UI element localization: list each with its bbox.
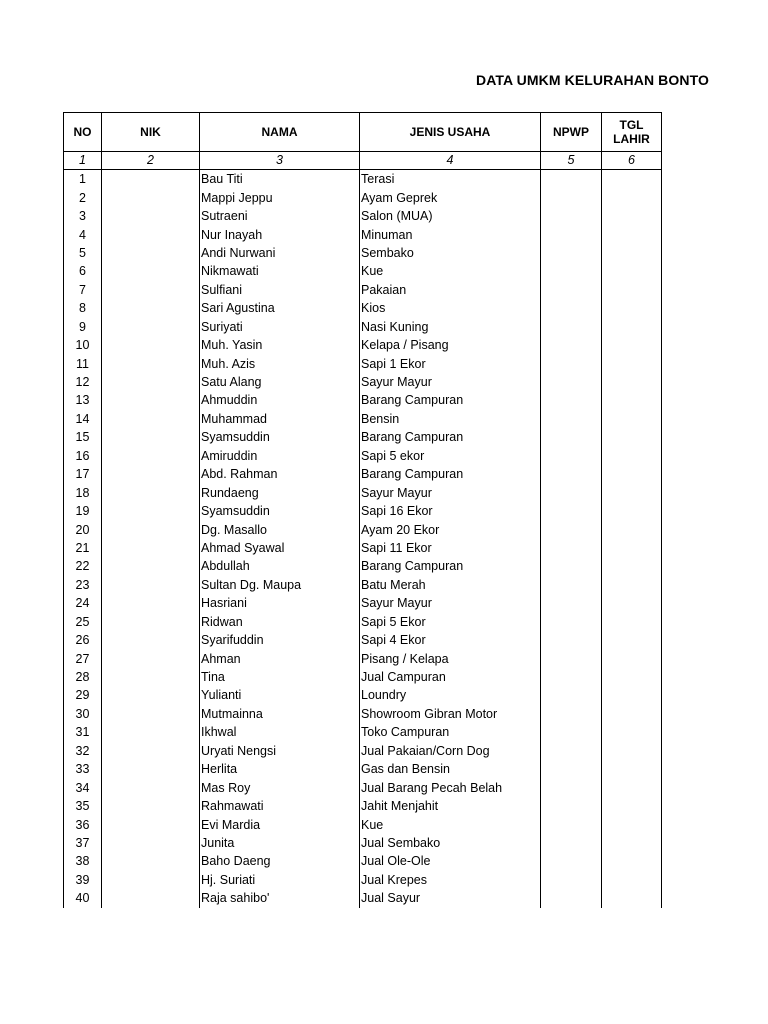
cell-no: 37 bbox=[64, 834, 102, 852]
cell-nik bbox=[102, 207, 200, 225]
cell-nama: Tina bbox=[200, 668, 360, 686]
cell-nama: Junita bbox=[200, 834, 360, 852]
table-row bbox=[64, 244, 662, 262]
cell-tgl-lahir bbox=[602, 594, 662, 612]
cell-nama: Sulfiani bbox=[200, 281, 360, 299]
cell-tgl-lahir bbox=[602, 373, 662, 391]
cell-jenis-usaha: Sayur Mayur bbox=[360, 373, 541, 391]
cell-npwp bbox=[541, 834, 602, 852]
cell-jenis-usaha: Toko Campuran bbox=[360, 723, 541, 741]
cell-nik bbox=[102, 447, 200, 465]
cell-nama: Baho Daeng bbox=[200, 852, 360, 870]
table-row bbox=[64, 834, 662, 852]
cell-npwp bbox=[541, 520, 602, 538]
cell-no: 30 bbox=[64, 705, 102, 723]
cell-jenis-usaha: Pakaian bbox=[360, 281, 541, 299]
cell-nama: Muh. Yasin bbox=[200, 336, 360, 354]
cell-tgl-lahir bbox=[602, 170, 662, 189]
cell-nik bbox=[102, 520, 200, 538]
cell-nik bbox=[102, 631, 200, 649]
cell-no: 11 bbox=[64, 354, 102, 372]
cell-jenis-usaha: Jual Sembako bbox=[360, 834, 541, 852]
cell-tgl-lahir bbox=[602, 262, 662, 280]
cell-no: 21 bbox=[64, 539, 102, 557]
column-number: 6 bbox=[602, 152, 662, 170]
cell-nama: Suriyati bbox=[200, 318, 360, 336]
table-row bbox=[64, 539, 662, 557]
cell-nik bbox=[102, 373, 200, 391]
table-row bbox=[64, 465, 662, 483]
cell-tgl-lahir bbox=[602, 225, 662, 243]
cell-nik bbox=[102, 889, 200, 907]
table-row bbox=[64, 447, 662, 465]
cell-nik bbox=[102, 815, 200, 833]
cell-jenis-usaha: Sembako bbox=[360, 244, 541, 262]
table-row bbox=[64, 281, 662, 299]
cell-npwp bbox=[541, 281, 602, 299]
cell-npwp bbox=[541, 852, 602, 870]
table-row bbox=[64, 631, 662, 649]
cell-nama: Hasriani bbox=[200, 594, 360, 612]
table-row bbox=[64, 483, 662, 501]
cell-jenis-usaha: Kios bbox=[360, 299, 541, 317]
header-tgl-lahir-label: TGL LAHIR bbox=[613, 118, 650, 146]
cell-nama: Abdullah bbox=[200, 557, 360, 575]
cell-tgl-lahir bbox=[602, 336, 662, 354]
cell-no: 36 bbox=[64, 815, 102, 833]
cell-no: 1 bbox=[64, 170, 102, 189]
cell-nik bbox=[102, 299, 200, 317]
cell-jenis-usaha: Kue bbox=[360, 815, 541, 833]
cell-no: 16 bbox=[64, 447, 102, 465]
cell-jenis-usaha: Barang Campuran bbox=[360, 391, 541, 409]
table-row bbox=[64, 576, 662, 594]
table-row bbox=[64, 557, 662, 575]
cell-no: 34 bbox=[64, 778, 102, 796]
cell-jenis-usaha: Jual Sayur bbox=[360, 889, 541, 907]
cell-jenis-usaha: Jual Krepes bbox=[360, 871, 541, 889]
cell-nama: Sutraeni bbox=[200, 207, 360, 225]
cell-npwp bbox=[541, 502, 602, 520]
table-row bbox=[64, 742, 662, 760]
cell-tgl-lahir bbox=[602, 520, 662, 538]
cell-nama: Mappi Jeppu bbox=[200, 188, 360, 206]
cell-tgl-lahir bbox=[602, 723, 662, 741]
cell-nik bbox=[102, 557, 200, 575]
cell-jenis-usaha: Kue bbox=[360, 262, 541, 280]
cell-nama: Amiruddin bbox=[200, 447, 360, 465]
cell-tgl-lahir bbox=[602, 613, 662, 631]
cell-no: 5 bbox=[64, 244, 102, 262]
cell-tgl-lahir bbox=[602, 539, 662, 557]
table-row bbox=[64, 188, 662, 206]
table-row bbox=[64, 649, 662, 667]
cell-jenis-usaha: Terasi bbox=[360, 170, 541, 189]
table-row bbox=[64, 613, 662, 631]
table-row bbox=[64, 760, 662, 778]
cell-nama: Andi Nurwani bbox=[200, 244, 360, 262]
cell-npwp bbox=[541, 262, 602, 280]
table-row bbox=[64, 318, 662, 336]
cell-nik bbox=[102, 723, 200, 741]
table-row bbox=[64, 207, 662, 225]
cell-tgl-lahir bbox=[602, 299, 662, 317]
table-row bbox=[64, 705, 662, 723]
cell-nama: Ridwan bbox=[200, 613, 360, 631]
cell-npwp bbox=[541, 871, 602, 889]
cell-jenis-usaha: Sapi 11 Ekor bbox=[360, 539, 541, 557]
cell-nik bbox=[102, 742, 200, 760]
cell-npwp bbox=[541, 299, 602, 317]
cell-nama: Abd. Rahman bbox=[200, 465, 360, 483]
cell-npwp bbox=[541, 557, 602, 575]
cell-tgl-lahir bbox=[602, 631, 662, 649]
table-row bbox=[64, 852, 662, 870]
cell-nik bbox=[102, 262, 200, 280]
cell-no: 25 bbox=[64, 613, 102, 631]
cell-nik bbox=[102, 613, 200, 631]
cell-tgl-lahir bbox=[602, 428, 662, 446]
cell-no: 29 bbox=[64, 686, 102, 704]
cell-nik bbox=[102, 705, 200, 723]
header-no: NO bbox=[64, 113, 102, 152]
table-row bbox=[64, 723, 662, 741]
cell-tgl-lahir bbox=[602, 852, 662, 870]
cell-no: 28 bbox=[64, 668, 102, 686]
cell-no: 40 bbox=[64, 889, 102, 907]
cell-nik bbox=[102, 686, 200, 704]
table-row bbox=[64, 778, 662, 796]
cell-no: 35 bbox=[64, 797, 102, 815]
cell-npwp bbox=[541, 410, 602, 428]
cell-nik bbox=[102, 576, 200, 594]
cell-npwp bbox=[541, 576, 602, 594]
cell-npwp bbox=[541, 354, 602, 372]
cell-no: 23 bbox=[64, 576, 102, 594]
cell-jenis-usaha: Barang Campuran bbox=[360, 428, 541, 446]
cell-npwp bbox=[541, 760, 602, 778]
cell-tgl-lahir bbox=[602, 668, 662, 686]
cell-no: 18 bbox=[64, 483, 102, 501]
cell-no: 27 bbox=[64, 649, 102, 667]
table-row bbox=[64, 889, 662, 907]
cell-jenis-usaha: Barang Campuran bbox=[360, 557, 541, 575]
cell-jenis-usaha: Jual Pakaian/Corn Dog bbox=[360, 742, 541, 760]
cell-jenis-usaha: Ayam Geprek bbox=[360, 188, 541, 206]
cell-nik bbox=[102, 594, 200, 612]
cell-nama: Nikmawati bbox=[200, 262, 360, 280]
cell-nama: Satu Alang bbox=[200, 373, 360, 391]
cell-tgl-lahir bbox=[602, 188, 662, 206]
cell-npwp bbox=[541, 613, 602, 631]
cell-nik bbox=[102, 170, 200, 189]
table-row bbox=[64, 299, 662, 317]
cell-npwp bbox=[541, 686, 602, 704]
cell-no: 12 bbox=[64, 373, 102, 391]
cell-jenis-usaha: Jual Barang Pecah Belah bbox=[360, 778, 541, 796]
cell-tgl-lahir bbox=[602, 502, 662, 520]
cell-nama: Hj. Suriati bbox=[200, 871, 360, 889]
cell-nama: Muhammad bbox=[200, 410, 360, 428]
cell-nik bbox=[102, 336, 200, 354]
cell-jenis-usaha: Nasi Kuning bbox=[360, 318, 541, 336]
cell-npwp bbox=[541, 336, 602, 354]
cell-no: 17 bbox=[64, 465, 102, 483]
cell-jenis-usaha: Barang Campuran bbox=[360, 465, 541, 483]
cell-nama: Mutmainna bbox=[200, 705, 360, 723]
cell-nik bbox=[102, 852, 200, 870]
cell-no: 20 bbox=[64, 520, 102, 538]
cell-nik bbox=[102, 871, 200, 889]
cell-no: 39 bbox=[64, 871, 102, 889]
cell-nik bbox=[102, 465, 200, 483]
cell-jenis-usaha: Loundry bbox=[360, 686, 541, 704]
cell-nik bbox=[102, 539, 200, 557]
cell-tgl-lahir bbox=[602, 705, 662, 723]
cell-tgl-lahir bbox=[602, 576, 662, 594]
cell-npwp bbox=[541, 594, 602, 612]
cell-nama: Herlita bbox=[200, 760, 360, 778]
cell-npwp bbox=[541, 539, 602, 557]
cell-npwp bbox=[541, 815, 602, 833]
cell-tgl-lahir bbox=[602, 834, 662, 852]
cell-no: 2 bbox=[64, 188, 102, 206]
cell-nik bbox=[102, 668, 200, 686]
column-number-row bbox=[64, 152, 662, 170]
cell-tgl-lahir bbox=[602, 465, 662, 483]
cell-nik bbox=[102, 760, 200, 778]
cell-npwp bbox=[541, 391, 602, 409]
cell-nama: Sari Agustina bbox=[200, 299, 360, 317]
umkm-table bbox=[63, 112, 662, 908]
cell-npwp bbox=[541, 428, 602, 446]
table-row bbox=[64, 428, 662, 446]
cell-nama: Ahmad Syawal bbox=[200, 539, 360, 557]
cell-no: 22 bbox=[64, 557, 102, 575]
cell-nama: Uryati Nengsi bbox=[200, 742, 360, 760]
cell-nama: Ikhwal bbox=[200, 723, 360, 741]
cell-nik bbox=[102, 225, 200, 243]
cell-no: 9 bbox=[64, 318, 102, 336]
cell-npwp bbox=[541, 705, 602, 723]
cell-tgl-lahir bbox=[602, 281, 662, 299]
cell-tgl-lahir bbox=[602, 871, 662, 889]
header-row bbox=[64, 113, 662, 152]
cell-npwp bbox=[541, 373, 602, 391]
cell-tgl-lahir bbox=[602, 649, 662, 667]
cell-nama: Nur Inayah bbox=[200, 225, 360, 243]
cell-npwp bbox=[541, 778, 602, 796]
cell-jenis-usaha: Batu Merah bbox=[360, 576, 541, 594]
cell-nik bbox=[102, 318, 200, 336]
cell-npwp bbox=[541, 188, 602, 206]
cell-no: 32 bbox=[64, 742, 102, 760]
header-npwp: NPWP bbox=[541, 113, 602, 152]
cell-nama: Yulianti bbox=[200, 686, 360, 704]
cell-no: 15 bbox=[64, 428, 102, 446]
cell-nik bbox=[102, 244, 200, 262]
cell-jenis-usaha: Bensin bbox=[360, 410, 541, 428]
cell-nik bbox=[102, 834, 200, 852]
table-row bbox=[64, 170, 662, 189]
cell-tgl-lahir bbox=[602, 742, 662, 760]
cell-npwp bbox=[541, 742, 602, 760]
cell-tgl-lahir bbox=[602, 391, 662, 409]
cell-nik bbox=[102, 281, 200, 299]
table-row bbox=[64, 594, 662, 612]
table-row bbox=[64, 871, 662, 889]
cell-tgl-lahir bbox=[602, 760, 662, 778]
cell-tgl-lahir bbox=[602, 410, 662, 428]
header-tgl-lahir bbox=[602, 113, 662, 152]
cell-no: 31 bbox=[64, 723, 102, 741]
cell-jenis-usaha: Minuman bbox=[360, 225, 541, 243]
cell-npwp bbox=[541, 649, 602, 667]
cell-no: 10 bbox=[64, 336, 102, 354]
cell-no: 4 bbox=[64, 225, 102, 243]
cell-tgl-lahir bbox=[602, 778, 662, 796]
cell-nama: Syamsuddin bbox=[200, 428, 360, 446]
cell-tgl-lahir bbox=[602, 207, 662, 225]
cell-nama: Muh. Azis bbox=[200, 354, 360, 372]
cell-npwp bbox=[541, 170, 602, 189]
cell-tgl-lahir bbox=[602, 483, 662, 501]
cell-tgl-lahir bbox=[602, 318, 662, 336]
cell-nik bbox=[102, 649, 200, 667]
cell-tgl-lahir bbox=[602, 447, 662, 465]
column-number: 5 bbox=[541, 152, 602, 170]
cell-jenis-usaha: Showroom Gibran Motor bbox=[360, 705, 541, 723]
cell-npwp bbox=[541, 465, 602, 483]
cell-jenis-usaha: Sapi 4 Ekor bbox=[360, 631, 541, 649]
column-number: 4 bbox=[360, 152, 541, 170]
cell-npwp bbox=[541, 668, 602, 686]
cell-jenis-usaha: Jual Campuran bbox=[360, 668, 541, 686]
cell-no: 7 bbox=[64, 281, 102, 299]
cell-nik bbox=[102, 354, 200, 372]
cell-nama: Syamsuddin bbox=[200, 502, 360, 520]
cell-jenis-usaha: Sayur Mayur bbox=[360, 594, 541, 612]
cell-nik bbox=[102, 797, 200, 815]
cell-npwp bbox=[541, 244, 602, 262]
header-nik: NIK bbox=[102, 113, 200, 152]
cell-npwp bbox=[541, 225, 602, 243]
cell-nik bbox=[102, 428, 200, 446]
cell-tgl-lahir bbox=[602, 686, 662, 704]
cell-nama: Dg. Masallo bbox=[200, 520, 360, 538]
cell-no: 19 bbox=[64, 502, 102, 520]
table-row bbox=[64, 668, 662, 686]
cell-tgl-lahir bbox=[602, 889, 662, 907]
cell-jenis-usaha: Jual Ole-Ole bbox=[360, 852, 541, 870]
column-number: 3 bbox=[200, 152, 360, 170]
cell-nama: Mas Roy bbox=[200, 778, 360, 796]
cell-no: 6 bbox=[64, 262, 102, 280]
cell-no: 14 bbox=[64, 410, 102, 428]
cell-jenis-usaha: Sapi 5 ekor bbox=[360, 447, 541, 465]
cell-jenis-usaha: Jahit Menjahit bbox=[360, 797, 541, 815]
table-row bbox=[64, 336, 662, 354]
cell-tgl-lahir bbox=[602, 797, 662, 815]
cell-npwp bbox=[541, 207, 602, 225]
cell-tgl-lahir bbox=[602, 557, 662, 575]
cell-no: 33 bbox=[64, 760, 102, 778]
cell-no: 24 bbox=[64, 594, 102, 612]
cell-nama: Raja sahibo' bbox=[200, 889, 360, 907]
cell-jenis-usaha: Sayur Mayur bbox=[360, 483, 541, 501]
table-row bbox=[64, 686, 662, 704]
cell-nama: Sultan Dg. Maupa bbox=[200, 576, 360, 594]
column-number: 1 bbox=[64, 152, 102, 170]
cell-nik bbox=[102, 778, 200, 796]
cell-jenis-usaha: Gas dan Bensin bbox=[360, 760, 541, 778]
cell-jenis-usaha: Sapi 1 Ekor bbox=[360, 354, 541, 372]
cell-npwp bbox=[541, 723, 602, 741]
cell-nik bbox=[102, 483, 200, 501]
table-row bbox=[64, 502, 662, 520]
cell-jenis-usaha: Ayam 20 Ekor bbox=[360, 520, 541, 538]
cell-npwp bbox=[541, 318, 602, 336]
table-row bbox=[64, 262, 662, 280]
cell-nik bbox=[102, 410, 200, 428]
cell-nama: Rahmawati bbox=[200, 797, 360, 815]
cell-nama: Evi Mardia bbox=[200, 815, 360, 833]
table-row bbox=[64, 410, 662, 428]
cell-jenis-usaha: Salon (MUA) bbox=[360, 207, 541, 225]
cell-npwp bbox=[541, 797, 602, 815]
cell-npwp bbox=[541, 889, 602, 907]
cell-nik bbox=[102, 188, 200, 206]
cell-no: 3 bbox=[64, 207, 102, 225]
cell-nik bbox=[102, 502, 200, 520]
cell-jenis-usaha: Kelapa / Pisang bbox=[360, 336, 541, 354]
cell-tgl-lahir bbox=[602, 244, 662, 262]
cell-no: 8 bbox=[64, 299, 102, 317]
cell-nik bbox=[102, 391, 200, 409]
cell-no: 26 bbox=[64, 631, 102, 649]
cell-nama: Syarifuddin bbox=[200, 631, 360, 649]
cell-npwp bbox=[541, 483, 602, 501]
cell-no: 13 bbox=[64, 391, 102, 409]
header-nama: NAMA bbox=[200, 113, 360, 152]
cell-npwp bbox=[541, 631, 602, 649]
table-row bbox=[64, 225, 662, 243]
cell-npwp bbox=[541, 447, 602, 465]
table-row bbox=[64, 391, 662, 409]
cell-nama: Rundaeng bbox=[200, 483, 360, 501]
table-row bbox=[64, 520, 662, 538]
table-row bbox=[64, 797, 662, 815]
cell-jenis-usaha: Sapi 5 Ekor bbox=[360, 613, 541, 631]
column-number: 2 bbox=[102, 152, 200, 170]
cell-jenis-usaha: Sapi 16 Ekor bbox=[360, 502, 541, 520]
cell-nama: Ahmuddin bbox=[200, 391, 360, 409]
cell-jenis-usaha: Pisang / Kelapa bbox=[360, 649, 541, 667]
cell-tgl-lahir bbox=[602, 815, 662, 833]
cell-tgl-lahir bbox=[602, 354, 662, 372]
table-row bbox=[64, 373, 662, 391]
header-jenis-usaha: JENIS USAHA bbox=[360, 113, 541, 152]
cell-nama: Bau Titi bbox=[200, 170, 360, 189]
cell-no: 38 bbox=[64, 852, 102, 870]
cell-nama: Ahman bbox=[200, 649, 360, 667]
table-row bbox=[64, 354, 662, 372]
table-row bbox=[64, 815, 662, 833]
page-title: DATA UMKM KELURAHAN BONTO bbox=[476, 72, 709, 88]
